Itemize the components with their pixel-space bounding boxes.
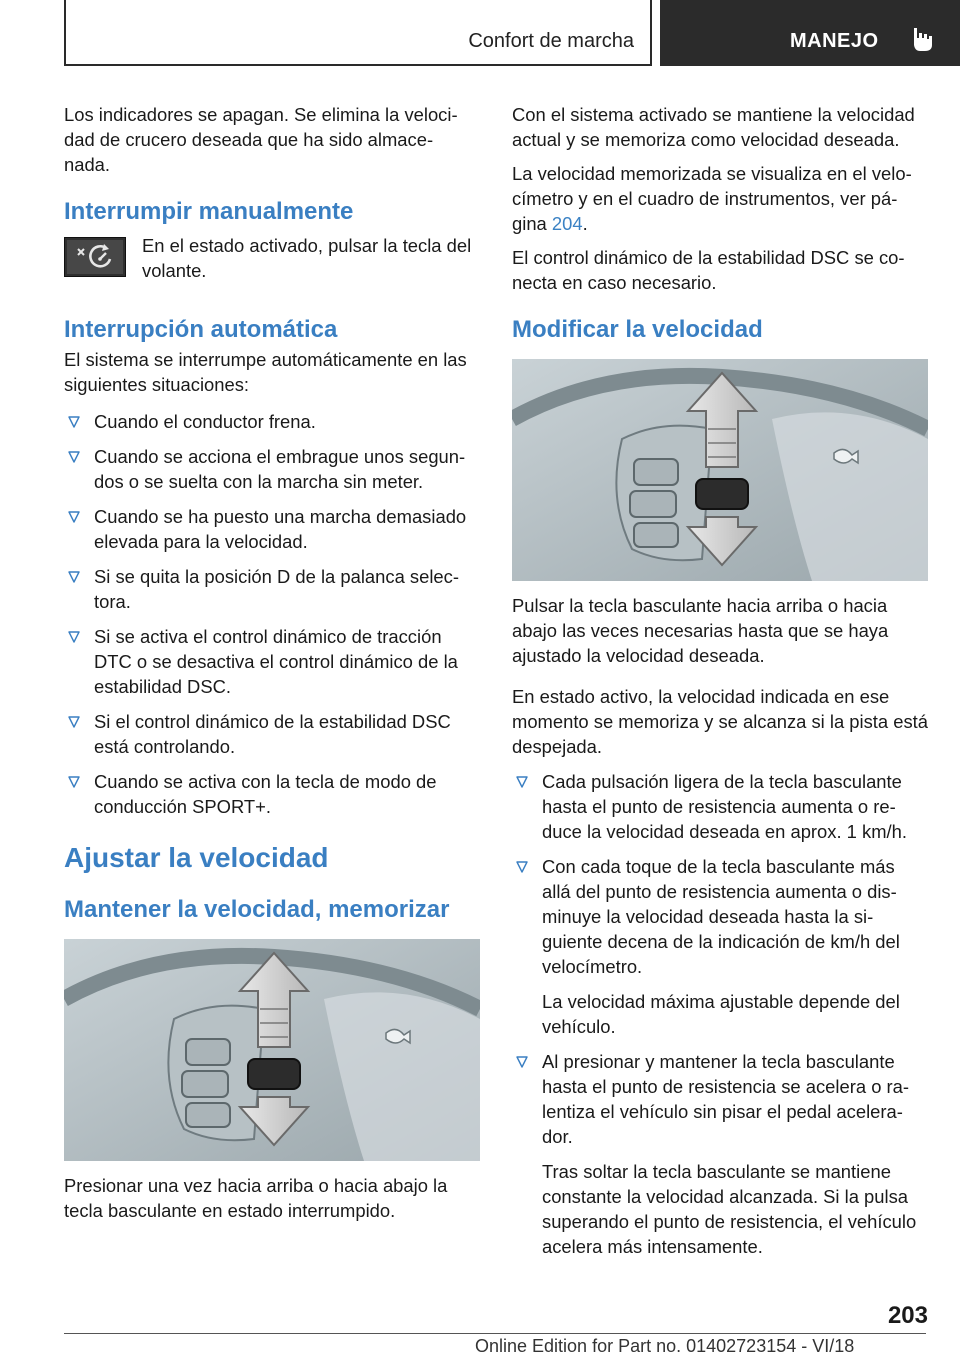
figure-caption: Presionar una vez hacia arriba o hacia abajo la tecla basculante en estado interrumpido. xyxy=(64,1175,448,1221)
manual-interrupt-text: En el estado activado, pulsar la tecla del volante. xyxy=(142,235,472,281)
list-item: Cuando se activa con la tecla de modo de conducción SPORT+. xyxy=(64,769,480,819)
list-item: Al presionar y mantener la tecla basculante hasta el punto de resistencia se acelera o ra‐ lentiza el vehículo sin pisar el pedal acelera‐ dor. xyxy=(512,1049,928,1149)
steering-wheel-rocker-figure xyxy=(64,939,480,1161)
figure-caption: Pulsar la tecla basculante hacia arriba o hacia abajo las veces necesarias hasta que se haya ajustado la velocidad deseada. xyxy=(512,595,889,666)
heading-ajustar-la-velocidad: Ajustar la velocidad xyxy=(64,842,329,873)
list-sub-paragraph: Tras soltar la tecla basculante se mantiene constante la velocidad alcanzada. Si la pulsa superando el punto de resistencia, el vehículo acelera más intensamente. xyxy=(542,1161,917,1257)
manual-interrupt-row xyxy=(64,233,480,301)
list-item: Con cada toque de la tecla basculante más allá del punto de resistencia aumenta o dis‐ minuye la velocidad deseada hasta la si‐ guiente decena de la indicación de km/h del velocímetro. xyxy=(512,854,928,979)
header-chapter-title: MANEJO xyxy=(790,30,879,52)
paragraph: En estado activo, la velocidad indicada en ese momento se memoriza y se alcanza si la pista está despejada. xyxy=(512,686,929,757)
bullet-triangle-icon xyxy=(516,1056,528,1068)
list-item: Cada pulsación ligera de la tecla basculante hasta el punto de resistencia aumenta o re‐ duce la velocidad deseada en aprox. 1 km/h. xyxy=(512,769,928,844)
speed-adjust-list-continued xyxy=(512,1049,928,1149)
paragraph: Los indicadores se apagan. Se elimina la veloci‐ dad de crucero deseada que ha sido almace‐ nada. xyxy=(64,104,458,175)
footer-edition-text: Online Edition for Part no. 01402723154 - VI/18 xyxy=(475,1336,855,1356)
heading-interrumpir-manualmente: Interrumpir manualmente xyxy=(64,198,354,225)
footer-rule xyxy=(64,1333,926,1334)
heading-modificar-la-velocidad: Modificar la velocidad xyxy=(512,316,763,343)
right-column xyxy=(512,102,928,1269)
bullet-triangle-icon xyxy=(68,511,80,523)
list-item: Si se quita la posición D de la palanca selec‐ tora. xyxy=(64,564,480,614)
header-section-title: Confort de marcha xyxy=(468,30,634,52)
page-reference-link[interactable]: 204 xyxy=(551,213,583,234)
list-item: Si el control dinámico de la estabilidad DSC está controlando. xyxy=(64,709,480,759)
left-column xyxy=(64,102,480,1232)
list-item: Cuando el conductor frena. xyxy=(64,409,480,434)
page-number: 203 xyxy=(887,1302,928,1329)
bullet-triangle-icon xyxy=(68,571,80,583)
bullet-triangle-icon xyxy=(68,416,80,428)
heading-mantener-la-velocidad: Mantener la velocidad, memorizar xyxy=(64,896,450,923)
list-sub-paragraph: La velocidad máxima ajustable depende del vehículo. xyxy=(542,991,900,1037)
bullet-triangle-icon xyxy=(68,631,80,643)
heading-interrupcion-automatica: Interrupción automática xyxy=(64,316,338,343)
list-item: Si se activa el control dinámico de tracción DTC o se desactiva el control dinámico de la estabilidad DSC. xyxy=(64,624,480,699)
list-item: Cuando se acciona el embrague unos segun‐ dos o se suelta con la marcha sin meter. xyxy=(64,444,480,494)
header-chapter-tab xyxy=(660,0,960,66)
bullet-triangle-icon xyxy=(68,716,80,728)
header-rule xyxy=(64,64,652,66)
steering-hand-icon xyxy=(908,24,938,54)
auto-interrupt-list xyxy=(64,409,480,819)
paragraph: Con el sistema activado se mantiene la velocidad actual y se memoriza como velocidad deseada. xyxy=(512,104,915,150)
speed-adjust-list xyxy=(512,769,928,979)
list-item: Cuando se ha puesto una marcha demasiado elevada para la velocidad. xyxy=(64,504,480,554)
paragraph: El control dinámico de la estabilidad DSC se co‐ necta en caso necesario. xyxy=(512,247,905,293)
bullet-triangle-icon xyxy=(516,776,528,788)
steering-wheel-rocker-figure xyxy=(512,359,928,581)
bullet-triangle-icon xyxy=(68,776,80,788)
bullet-triangle-icon xyxy=(516,861,528,873)
paragraph: El sistema se interrumpe automáticamente en las siguientes situaciones: xyxy=(64,349,467,395)
cruise-control-button-icon xyxy=(64,237,126,277)
paragraph: La velocidad memorizada se visualiza en el velo‐ címetro y en el cuadro de instrumentos, ver pá‐ gina 204. xyxy=(512,163,912,234)
bullet-triangle-icon xyxy=(68,451,80,463)
